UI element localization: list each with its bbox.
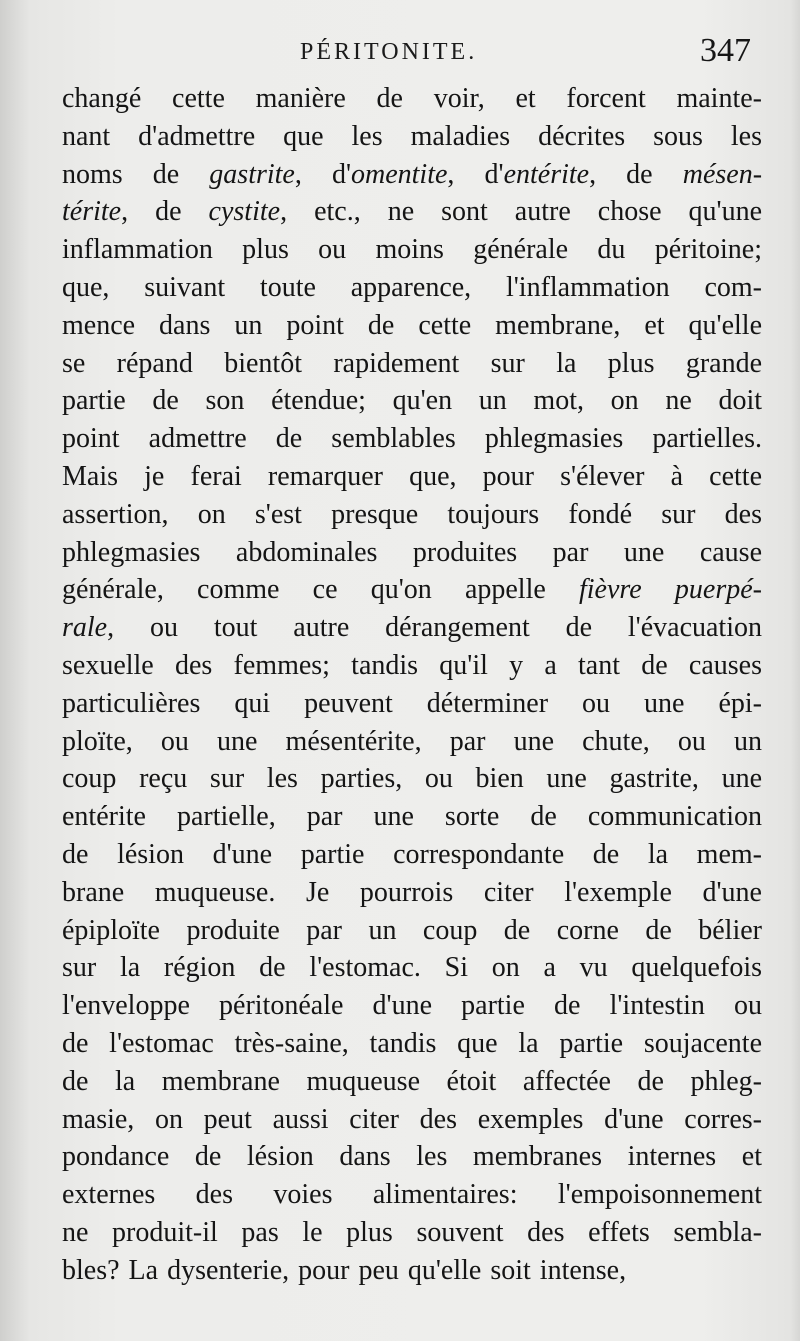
text-segment: , de xyxy=(121,196,209,228)
italic-term: mésen- xyxy=(682,158,763,190)
text-segment: Mais je ferai remarquer que, pour s'élever à cette xyxy=(62,460,762,492)
text-segment: se répand bientôt rapidement sur la plus grande xyxy=(62,347,762,379)
text-segment: bles? La dysenterie, pour peu qu'elle soit intense, xyxy=(62,1254,627,1286)
text-segment: inflammation plus ou moins générale du péritoine; xyxy=(62,234,762,266)
italic-term: omentite xyxy=(351,158,448,190)
text-line xyxy=(62,307,762,345)
text-segment: ne produit-il pas le plus souvent des effets sembla- xyxy=(62,1216,762,1248)
italic-term: térite xyxy=(62,196,122,228)
text-line xyxy=(62,420,762,458)
text-line xyxy=(62,1063,762,1101)
text-segment: épiploïte produite par un coup de corne de bélier xyxy=(62,914,762,946)
text-segment: noms de xyxy=(62,158,210,190)
text-segment: brane muqueuse. Je pourrois citer l'exemple d'une xyxy=(62,876,762,908)
text-segment: sur la région de l'estomac. Si on a vu quelquefois xyxy=(62,952,762,984)
text-line xyxy=(62,685,762,723)
text-line xyxy=(62,1101,762,1139)
text-segment: de lésion d'une partie correspondante de la mem- xyxy=(62,838,762,870)
text-line xyxy=(62,156,762,194)
text-segment: phlegmasies abdominales produites par une cause xyxy=(62,536,762,568)
text-segment: masie, on peut aussi citer des exemples d'une corres- xyxy=(62,1103,762,1135)
text-line xyxy=(62,1138,762,1176)
text-line xyxy=(62,345,762,383)
text-segment: ploïte, ou une mésentérite, par une chute, ou un xyxy=(62,725,762,757)
text-line xyxy=(62,458,762,496)
text-line xyxy=(62,912,762,950)
text-line xyxy=(62,723,762,761)
text-segment: pondance de lésion dans les membranes internes et xyxy=(62,1141,762,1173)
text-segment: changé cette manière de voir, et forcent mainte- xyxy=(62,83,762,114)
italic-term: gastrite xyxy=(209,158,295,190)
text-line xyxy=(62,609,762,647)
text-line xyxy=(62,80,762,118)
text-line xyxy=(62,987,762,1025)
text-segment: de la membrane muqueuse étoit affectée de phleg- xyxy=(62,1065,762,1097)
text-segment: , ou tout autre dérangement de l'évacuation xyxy=(107,612,762,644)
text-segment: l'enveloppe péritonéale d'une partie de l'intestin ou xyxy=(62,990,762,1022)
text-line xyxy=(62,647,762,685)
text-line xyxy=(62,269,762,307)
text-line xyxy=(62,949,762,987)
body-text xyxy=(62,80,762,1290)
text-segment: que, suivant toute apparence, l'inflammation com- xyxy=(62,271,762,303)
italic-term: entérite xyxy=(503,158,590,190)
text-segment: particulières qui peuvent déterminer ou une épi- xyxy=(62,687,762,719)
text-segment: assertion, on s'est presque toujours fondé sur des xyxy=(62,498,762,530)
text-line xyxy=(62,1252,762,1290)
italic-term: cystite xyxy=(208,196,281,228)
page-number: 347 xyxy=(700,32,751,69)
text-line xyxy=(62,382,762,420)
text-segment: entérite partielle, par une sorte de communication xyxy=(62,801,762,833)
text-segment: , d' xyxy=(294,158,351,190)
text-segment: sexuelle des femmes; tandis qu'il y a tant de causes xyxy=(62,649,762,681)
text-line xyxy=(62,760,762,798)
running-head: PÉRITONITE. xyxy=(300,39,478,65)
text-segment: mence dans un point de cette membrane, et qu'elle xyxy=(62,309,762,341)
text-line xyxy=(62,1214,762,1252)
text-segment: , d' xyxy=(447,158,504,190)
text-segment: générale, comme ce qu'on appelle xyxy=(62,574,579,606)
italic-term: rale xyxy=(62,612,108,644)
text-line xyxy=(62,118,762,156)
text-line xyxy=(62,836,762,874)
text-segment: point admettre de semblables phlegmasies partielles. xyxy=(62,423,762,455)
text-segment: , etc., ne sont autre chose qu'une xyxy=(280,196,762,228)
text-segment: de l'estomac très-saine, tandis que la partie soujacente xyxy=(62,1027,762,1059)
text-line xyxy=(62,798,762,836)
text-segment: , de xyxy=(589,158,683,190)
text-segment: partie de son étendue; qu'en un mot, on ne doit xyxy=(62,385,762,417)
text-line xyxy=(62,534,762,572)
text-line xyxy=(62,874,762,912)
text-segment: externes des voies alimentaires: l'empoisonnement xyxy=(62,1179,762,1211)
text-line xyxy=(62,193,762,231)
text-line xyxy=(62,571,762,609)
text-segment: nant d'admettre que les maladies décrites sous les xyxy=(62,120,762,152)
text-segment: coup reçu sur les parties, ou bien une gastrite, une xyxy=(62,763,762,795)
italic-term: fièvre puerpé- xyxy=(579,574,762,606)
text-line xyxy=(62,1176,762,1214)
text-line xyxy=(62,231,762,269)
text-line xyxy=(62,496,762,534)
text-line xyxy=(62,1025,762,1063)
